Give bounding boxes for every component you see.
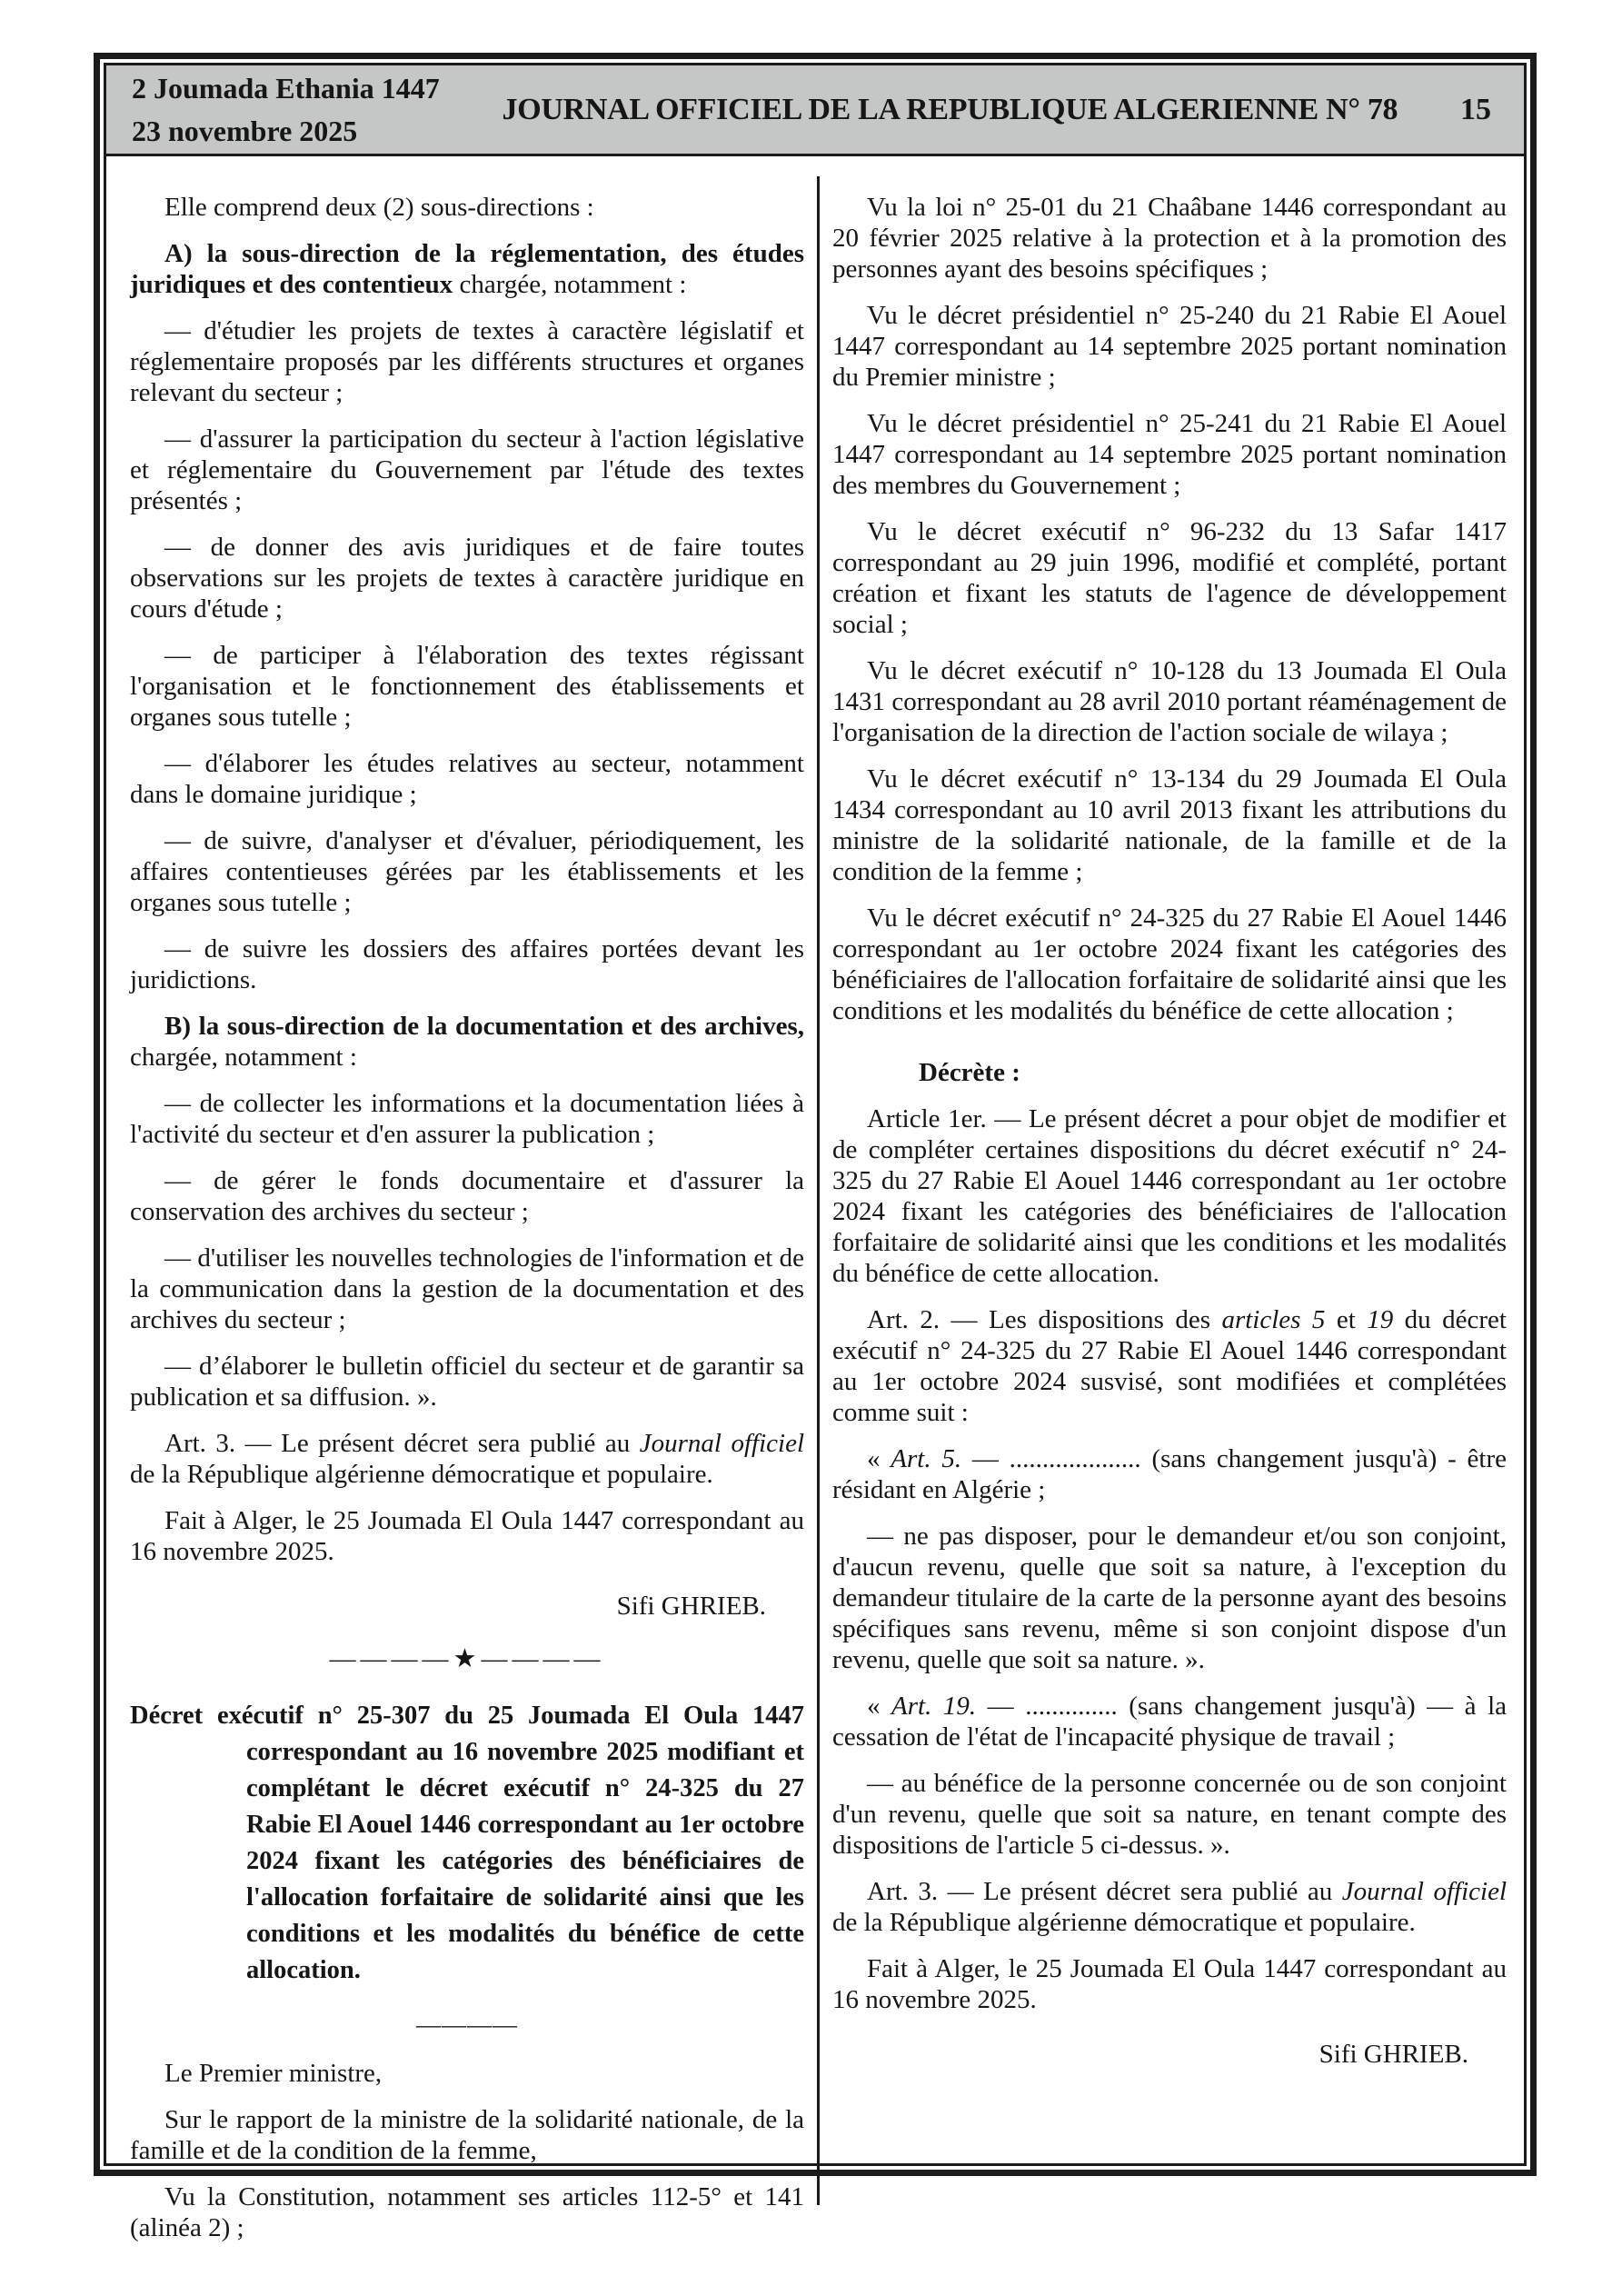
journal-title: JOURNAL OFFICIEL DE LA REPUBLIQUE ALGERIENNE N° 78 <box>502 92 1398 126</box>
page-number: 15 <box>1460 92 1491 126</box>
paragraph: Sur le rapport de la ministre de la solidarité nationale, de la famille et de la condition de la femme, <box>130 2105 804 2165</box>
paragraph: — d’élaborer le bulletin officiel du secteur et de garantir sa publication et sa diffusion. ». <box>130 1352 804 1412</box>
paragraph: — au bénéfice de la personne concernée ou de son conjoint d'un revenu, quelle que soit sa nature, en tenant compte des dispositions de l'article 5 ci-dessus. ». <box>832 1769 1507 1860</box>
signature: Sifi GHRIEB. <box>616 1592 766 1621</box>
right-column <box>832 176 1507 2243</box>
paragraph: Vu le décret présidentiel n° 25-241 du 21 Rabie El Aouel 1447 correspondant au 14 septembre 2025 portant nomination des membres du Gouvernement ; <box>832 409 1507 500</box>
dash-separator: ———— <box>416 2011 518 2038</box>
paragraph: Vu le décret exécutif n° 10-128 du 13 Joumada El Oula 1431 correspondant au 28 avril 2010 portant réaménagement de l'organisation de la direction de l'action sociale de wilaya ; <box>832 656 1507 747</box>
column-divider <box>817 176 820 2205</box>
paragraph: — de suivre, d'analyser et d'évaluer, périodiquement, les affaires contentieuses gérées par les établissements et les organes sous tutelle ; <box>130 826 804 917</box>
paragraph: — d'élaborer les études relatives au secteur, notamment dans le domaine juridique ; <box>130 749 804 809</box>
paragraph: Art. 3. — Le présent décret sera publié au Journal officiel de la République algérienne démocratique et populaire. <box>130 1429 804 1489</box>
paragraph: Art. 3. — Le présent décret sera publié au Journal officiel de la République algérienne démocratique et populaire. <box>832 1877 1507 1937</box>
paragraph: — d'utiliser les nouvelles technologies de l'information et de la communication dans la gestion de la documentation et des archives du secteur ; <box>130 1243 804 1334</box>
paragraph: Vu le décret exécutif n° 13-134 du 29 Joumada El Oula 1434 correspondant au 10 avril 2013 fixant les attributions du ministre de la solidarité nationale, de la famille et de la condition de la femme ; <box>832 764 1507 886</box>
paragraph: Article 1er. — Le présent décret a pour objet de modifier et de compléter certaines dispositions du décret exécutif n° 24-325 du 27 Rabie El Aouel 1446 correspondant au 1er octobre 2024 fixant les catégories des bénéficiaires de l'allocation forfaitaire de solidarité ainsi que les conditions et les modalités du bénéfice de cette allocation. <box>832 1104 1507 1288</box>
paragraph: Vu la loi n° 25-01 du 21 Chaâbane 1446 correspondant au 20 février 2025 relative à la protection et à la promotion des personnes ayant des besoins spécifiques ; <box>832 193 1507 284</box>
paragraph: — de donner des avis juridiques et de faire toutes observations sur les projets de textes à caractère juridique en cours d'étude ; <box>130 533 804 624</box>
paragraph: Vu le décret présidentiel n° 25-240 du 21 Rabie El Aouel 1447 correspondant au 14 septembre 2025 portant nomination du Premier ministre ; <box>832 301 1507 392</box>
paragraph: « Art. 5. — .................... (sans changement jusqu'à) - être résidant en Algérie ; <box>832 1444 1507 1504</box>
signature: Sifi GHRIEB. <box>1318 2040 1468 2069</box>
paragraph: Le Premier ministre, <box>164 2059 383 2088</box>
paragraph: A) la sous-direction de la réglementation, des études juridiques et des contentieux chargée, notamment : <box>130 239 804 299</box>
paragraph: — de participer à l'élaboration des textes régissant l'organisation et le fonctionnement des établissements et organes sous tutelle ; <box>130 641 804 732</box>
hijri-date: 2 Joumada Ethania 1447 <box>132 71 440 105</box>
paragraph: — de gérer le fonds documentaire et d'assurer la conservation des archives du secteur ; <box>130 1166 804 1226</box>
paragraph: Vu le décret exécutif n° 96-232 du 13 Safar 1417 correspondant au 29 juin 1996, modifié et complété, portant création et fixant les statuts de l'agence de développement social ; <box>832 517 1507 639</box>
paragraph: — de suivre les dossiers des affaires portées devant les juridictions. <box>130 934 804 994</box>
page-frame-inner <box>104 63 1527 2242</box>
paragraph: B) la sous-direction de la documentation et des archives, chargée, notamment : <box>130 1012 804 1072</box>
decree-title: Décret exécutif n° 25-307 du 25 Joumada El Oula 1447 correspondant au 16 novembre 2025 modifiant et complétant le décret exécutif n° 24-325 du 27 Rabie El Aouel 1446 correspondant au 1er octobre 2024 fixant les catégories des bénéficiaires de l'allocation forfaitaire de solidarité ainsi que les conditions et les modalités du bénéfice de cette allocation. <box>130 1702 804 1984</box>
paragraph: Fait à Alger, le 25 Joumada El Oula 1447 correspondant au 16 novembre 2025. <box>832 1954 1507 2014</box>
paragraph: — d'assurer la participation du secteur à l'action législative et réglementaire du Gouvernement par l'étude des textes présentés ; <box>130 424 804 515</box>
paragraph: — ne pas disposer, pour le demandeur et/ou son conjoint, d'aucun revenu, quelle que soit sa nature, à l'exception du demandeur titulaire de la carte de la personne ayant des besoins spécifiques sans revenu, même si son conjoint dispose d'un revenu, quelle que soit sa nature. ». <box>832 1522 1507 1674</box>
left-column <box>130 176 804 2243</box>
paragraph: « Art. 19. — .............. (sans changement jusqu'à) — à la cessation de l'état de l'incapacité physique de travail ; <box>832 1692 1508 1752</box>
star-separator: ————★———— <box>329 1644 605 1673</box>
page-frame <box>94 53 1537 2242</box>
paragraph: Elle comprend deux (2) sous-directions : <box>164 193 594 222</box>
decrete-heading: Décrète : <box>919 1058 1020 1087</box>
issue-dates <box>132 67 440 153</box>
paragraph: Vu la Constitution, notamment ses articles 112-5° et 141 (alinéa 2) ; <box>130 2182 804 2242</box>
masthead <box>106 65 1524 156</box>
paragraph: Art. 2. — Les dispositions des articles 5 et 19 du décret exécutif n° 24-325 du 27 Rabie El Aouel 1446 correspondant au 1er octobre 2024 susvisé, sont modifiées et complétées comme suit : <box>832 1305 1507 1427</box>
paragraph: Vu le décret exécutif n° 24-325 du 27 Rabie El Aouel 1446 correspondant au 1er octobre 2024 fixant les catégories des bénéficiaires de l'allocation forfaitaire de solidarité ainsi que les conditions et les modalités du bénéfice de cette allocation ; <box>832 903 1507 1025</box>
paragraph: — d'étudier les projets de textes à caractère législatif et réglementaire proposés par les différents structures et organes relevant du secteur ; <box>130 316 804 407</box>
paragraph: Fait à Alger, le 25 Joumada El Oula 1447 correspondant au 16 novembre 2025. <box>130 1506 804 1566</box>
paragraph: — de collecter les informations et la documentation liées à l'activité du secteur et d'en assurer la publication ; <box>130 1089 804 1149</box>
gregorian-date: 23 novembre 2025 <box>132 114 358 147</box>
page-content <box>106 156 1524 2243</box>
